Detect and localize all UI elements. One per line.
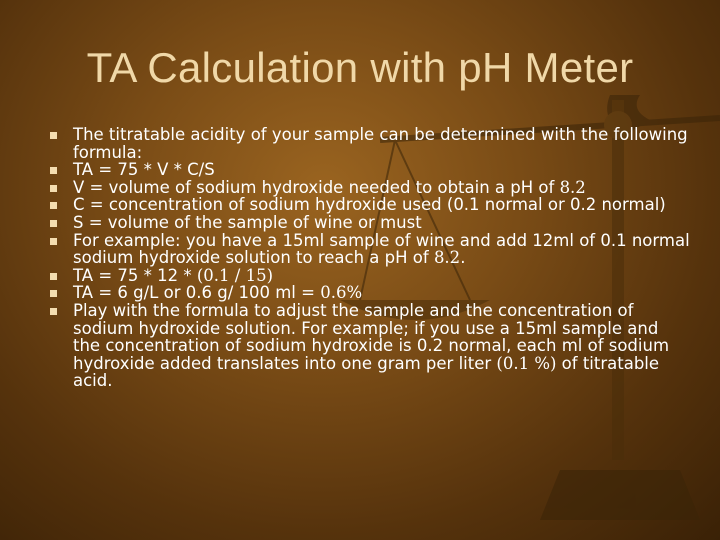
bullet-marker-icon bbox=[50, 167, 57, 174]
bullet-item bbox=[50, 267, 690, 285]
bullet-text: TA = 75 * 12 * bbox=[73, 265, 197, 285]
bullet-text: S = volume of the sample of wine or must bbox=[73, 212, 422, 232]
bullet-item bbox=[50, 161, 690, 179]
bullet-text: The titratable acidity of your sample can be determined with the following formula: bbox=[73, 125, 688, 162]
bullet-marker-icon bbox=[50, 308, 57, 315]
bullet-marker-icon bbox=[50, 290, 57, 297]
bullet-marker-icon bbox=[50, 202, 57, 209]
bullet-text: TA = 75 * V * C/S bbox=[73, 160, 215, 180]
bullet-item bbox=[50, 302, 690, 390]
bullet-marker-icon bbox=[50, 238, 57, 245]
bullet-text-end: . bbox=[460, 248, 466, 268]
bullet-number: 0.6% bbox=[320, 283, 363, 303]
bullet-text-end: of titratable acid. bbox=[73, 353, 660, 391]
bullet-marker-icon bbox=[50, 220, 57, 227]
bullet-item bbox=[50, 179, 690, 197]
slide-title: TA Calculation with pH Meter bbox=[86, 44, 634, 91]
bullet-item bbox=[50, 126, 690, 161]
bullet-number: 8.2 bbox=[433, 248, 461, 268]
bullet-text: For example: you have a 15ml sample of wine and add 12ml of 0.1 normal sodium hydroxide solution to reach a pH of bbox=[73, 230, 690, 268]
bullet-text: TA = 6 g/L or 0.6 g/ 100 ml = bbox=[73, 283, 321, 303]
bullet-number: 8.2 bbox=[559, 177, 586, 197]
bullet-number: (0.1 / 15) bbox=[196, 265, 274, 285]
bullet-item bbox=[50, 196, 690, 214]
bullet-marker-icon bbox=[50, 132, 57, 139]
bullet-number: (0.1 %) bbox=[496, 353, 557, 373]
bullet-item bbox=[50, 284, 690, 302]
bullet-marker-icon bbox=[50, 273, 57, 280]
bullet-item bbox=[50, 214, 690, 232]
bullet-text: C = concentration of sodium hydroxide used (0.1 normal or 0.2 normal) bbox=[73, 195, 666, 215]
bullet-text: Play with the formula to adjust the sample and the concentration of sodium hydroxide solution. For example; if you use a 15ml sample and the concentration of sodium hydroxide is 0.2 normal, each ml of sodium hydroxide added translates into one gram per liter bbox=[73, 300, 670, 373]
bullet-item bbox=[50, 232, 690, 267]
bullet-marker-icon bbox=[50, 185, 57, 192]
bullet-list bbox=[50, 126, 690, 390]
bullet-text: V = volume of sodium hydroxide needed to obtain a pH of bbox=[73, 177, 560, 197]
